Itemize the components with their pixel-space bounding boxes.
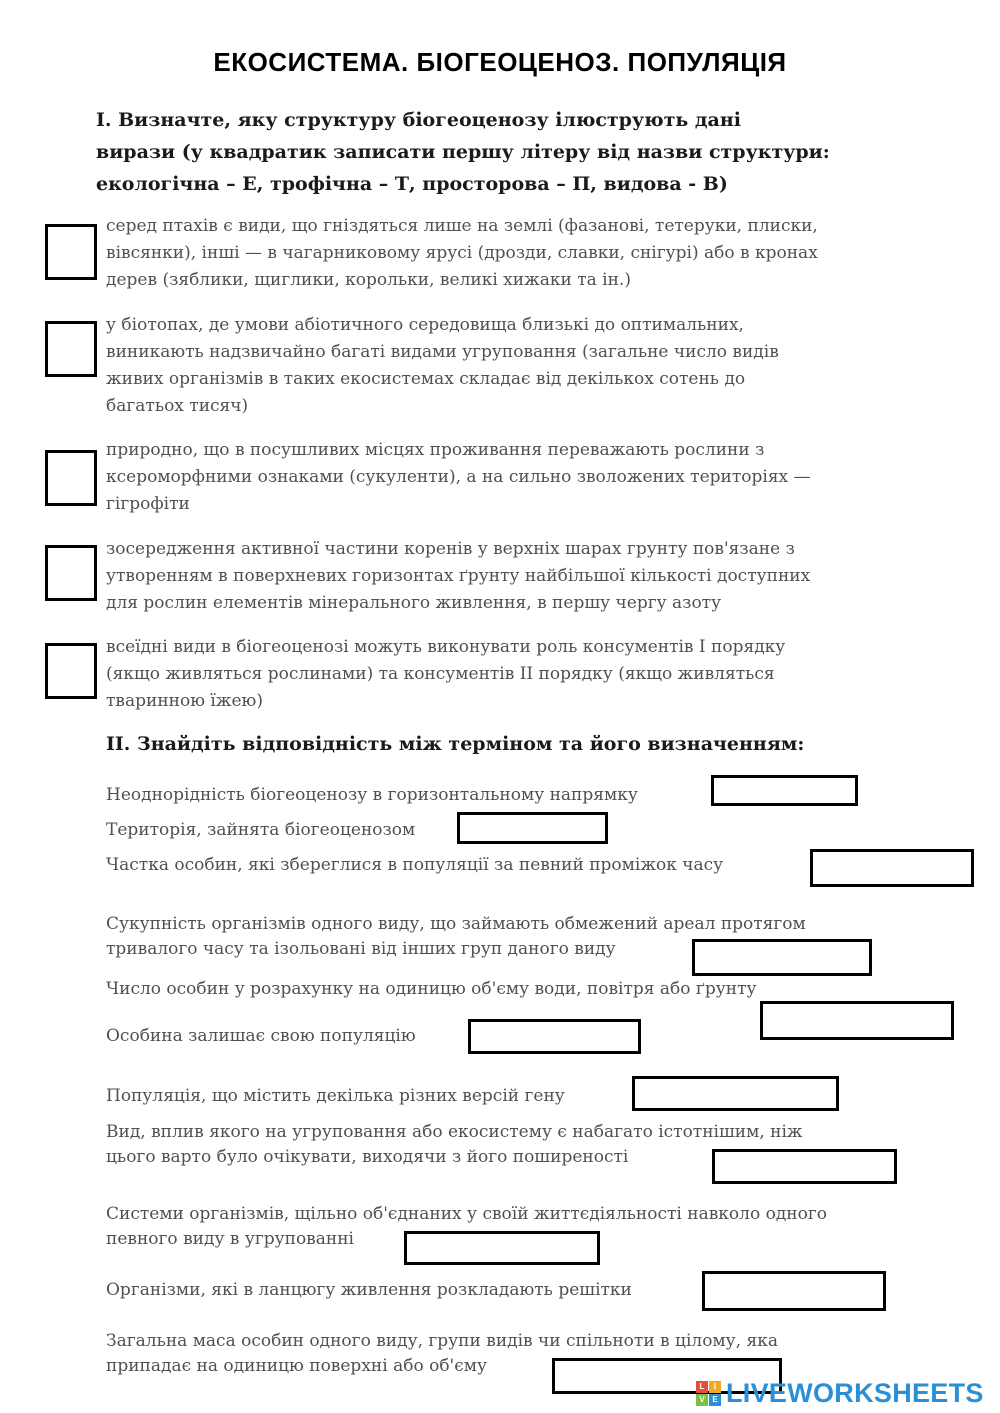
definition-1 bbox=[106, 783, 638, 808]
statement-5 bbox=[106, 634, 986, 715]
liveworksheets-logo bbox=[696, 1378, 996, 1410]
statement-4 bbox=[106, 536, 986, 617]
answer-field-5[interactable] bbox=[760, 1001, 954, 1040]
answer-field-7[interactable] bbox=[632, 1076, 839, 1111]
definition-line: Територія, зайнята біогеоценозом bbox=[106, 820, 416, 840]
answer-field-3[interactable] bbox=[810, 849, 974, 887]
definition-line: Число особин у розрахунку на одиницю об'єму води, повітря або ґрунту bbox=[106, 979, 757, 999]
answer-field-9[interactable] bbox=[404, 1231, 600, 1265]
answer-field-4[interactable] bbox=[692, 939, 872, 976]
statement-line: тваринною їжею) bbox=[106, 691, 263, 711]
definition-2 bbox=[106, 818, 415, 843]
answer-field-8[interactable] bbox=[712, 1149, 897, 1184]
liveworksheets-mark-icon bbox=[696, 1381, 722, 1407]
definition-line: Вид, вплив якого на угруповання або екосистему є набагато істотнішим, ніж bbox=[106, 1122, 803, 1142]
statement-line: багатьох тисяч) bbox=[106, 396, 249, 416]
liveworksheets-text: LIVEWORKSHEETS bbox=[726, 1378, 984, 1408]
statement-line: у біотопах, де умови абіотичного середовища близькі до оптимальних, bbox=[106, 315, 744, 335]
statement-line: утворенням в поверхневих горизонтах ґрунту найбільшої кількості доступних bbox=[106, 566, 811, 586]
statement-2 bbox=[106, 312, 986, 420]
definition-line: Системи організмів, щільно об'єднаних у своїй життєдіяльності навколо одного bbox=[106, 1204, 827, 1224]
answer-square-5[interactable] bbox=[45, 643, 97, 699]
definition-line: припадає на одиницю поверхні або об'єму bbox=[106, 1356, 487, 1376]
answer-square-1[interactable] bbox=[45, 224, 97, 280]
page-title: ЕКОСИСТЕМА. БІОГЕОЦЕНОЗ. ПОПУЛЯЦІЯ bbox=[213, 47, 787, 77]
answer-square-3[interactable] bbox=[45, 450, 97, 506]
statement-line: дерев (зяблики, щиглики, корольки, великі хижаки та ін.) bbox=[106, 270, 631, 290]
statement-3 bbox=[106, 437, 986, 518]
definition-3 bbox=[106, 853, 723, 878]
definition-line: тривалого часу та ізольовані від інших груп даного виду bbox=[106, 939, 616, 959]
logo-letter: E bbox=[709, 1394, 721, 1406]
statement-1 bbox=[106, 213, 986, 294]
definition-5 bbox=[106, 977, 757, 1002]
answer-square-2[interactable] bbox=[45, 321, 97, 377]
definition-line: Неоднорідність біогеоценозу в горизонтальному напрямку bbox=[106, 785, 638, 805]
logo-letter: V bbox=[696, 1394, 708, 1406]
definition-7 bbox=[106, 1084, 565, 1109]
answer-field-2[interactable] bbox=[457, 812, 608, 844]
section1-heading-line: екологічна – Е, трофічна – Т, просторова – П, видова - В) bbox=[96, 173, 728, 195]
statement-line: для рослин елементів мінерального живлення, в першу чергу азоту bbox=[106, 593, 722, 613]
definition-line: Сукупність організмів одного виду, що займають обмежений ареал протягом bbox=[106, 914, 806, 934]
definition-line: Особина залишає свою популяцію bbox=[106, 1026, 416, 1046]
statement-line: природно, що в посушливих місцях проживання переважають рослини з bbox=[106, 440, 765, 460]
definition-6 bbox=[106, 1024, 416, 1049]
definition-line: певного виду в угрупованні bbox=[106, 1229, 354, 1249]
statement-line: живих організмів в таких екосистемах складає від декількох сотень до bbox=[106, 369, 746, 389]
answer-square-4[interactable] bbox=[45, 545, 97, 601]
statement-line: гігрофіти bbox=[106, 494, 190, 514]
definition-line: Загальна маса особин одного виду, групи видів чи спільноти в цілому, яка bbox=[106, 1331, 778, 1351]
answer-field-1[interactable] bbox=[711, 775, 858, 806]
section1-heading-line: І. Визначте, яку структуру біогеоценозу ілюструють дані bbox=[96, 109, 741, 131]
statement-line: вівсянки), інші — в чагарниковому ярусі (дрозди, славки, снігурі) або в кронах bbox=[106, 243, 818, 263]
section2-heading: ІІ. Знайдіть відповідність між терміном та його визначенням: bbox=[106, 733, 805, 755]
logo-letter: I bbox=[709, 1381, 721, 1393]
definition-10 bbox=[106, 1278, 632, 1303]
statement-line: всеїдні види в біогеоценозі можуть виконувати роль консументів І порядку bbox=[106, 637, 786, 657]
definition-line: Популяція, що містить декілька різних версій гену bbox=[106, 1086, 565, 1106]
definition-line: цього варто було очікувати, виходячи з його поширеності bbox=[106, 1147, 629, 1167]
definition-line: Частка особин, які збереглися в популяції за певний проміжок часу bbox=[106, 855, 724, 875]
definition-line: Організми, які в ланцюгу живлення розкладають решітки bbox=[106, 1280, 632, 1300]
answer-field-10[interactable] bbox=[702, 1271, 886, 1311]
statement-line: (якщо живляться рослинами) та консументів ІІ порядку (якщо живляться bbox=[106, 664, 775, 684]
statement-line: серед птахів є види, що гніздяться лише на землі (фазанові, тетеруки, плиски, bbox=[106, 216, 818, 236]
definition-8 bbox=[106, 1120, 803, 1170]
statement-line: ксероморфними ознаками (сукуленти), а на сильно зволожених територіях — bbox=[106, 467, 811, 487]
statement-line: виникають надзвичайно багаті видами угруповання (загальне число видів bbox=[106, 342, 779, 362]
section1-heading-line: вирази (у квадратик записати першу літеру від назви структури: bbox=[96, 141, 830, 163]
section1-heading bbox=[96, 104, 976, 200]
answer-field-6[interactable] bbox=[468, 1019, 641, 1054]
logo-letter: L bbox=[696, 1381, 708, 1393]
statement-line: зосередження активної частини коренів у верхніх шарах грунту пов'язане з bbox=[106, 539, 795, 559]
